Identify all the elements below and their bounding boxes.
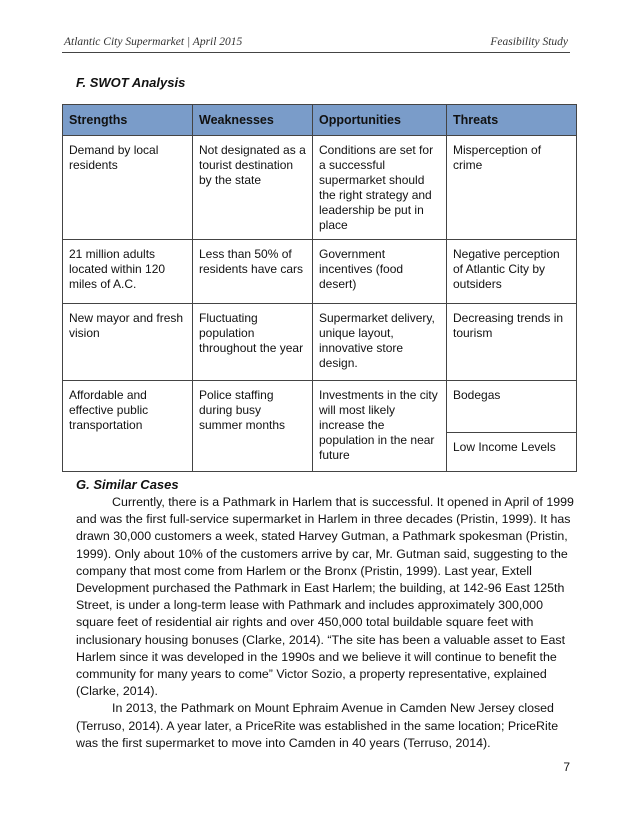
- table-cell: Low Income Levels: [447, 433, 577, 472]
- table-cell: Demand by local residents: [63, 136, 193, 240]
- column-header-weaknesses: Weaknesses: [193, 105, 313, 136]
- table-cell: Police staffing during busy summer months: [193, 381, 313, 472]
- similar-cases-title: G. Similar Cases: [76, 477, 179, 492]
- table-cell: Fluctuating population throughout the year: [193, 304, 313, 381]
- table-cell: Government incentives (food desert): [313, 240, 447, 304]
- similar-cases-body: [76, 494, 576, 752]
- header-right: Feasibility Study: [490, 36, 568, 48]
- table-cell: Conditions are set for a successful supermarket should the right strategy and leadership be put in place: [313, 136, 447, 240]
- table-cell: Misperception of crime: [447, 136, 577, 240]
- swot-table: [62, 104, 577, 472]
- table-header-row: [63, 105, 577, 136]
- table-row: [63, 240, 577, 304]
- column-header-strengths: Strengths: [63, 105, 193, 136]
- table-cell: Negative perception of Atlantic City by outsiders: [447, 240, 577, 304]
- page-number: 7: [563, 760, 570, 774]
- table-cell: Bodegas: [447, 381, 577, 433]
- swot-title: F. SWOT Analysis: [76, 75, 186, 90]
- table-row: [63, 381, 577, 433]
- column-header-threats: Threats: [447, 105, 577, 136]
- table-cell: Less than 50% of residents have cars: [193, 240, 313, 304]
- table-cell: Investments in the city will most likely increase the population in the near future: [313, 381, 447, 472]
- paragraph: In 2013, the Pathmark on Mount Ephraim Avenue in Camden New Jersey closed (Terruso, 2014). A year later, a PriceRite was established in the same location; PriceRite was the first supermarket to move into Camden in 40 years (Terruso, 2014).: [76, 701, 559, 750]
- table-cell: Supermarket delivery, unique layout, innovative store design.: [313, 304, 447, 381]
- header-left: Atlantic City Supermarket | April 2015: [64, 36, 243, 48]
- table-cell: New mayor and fresh vision: [63, 304, 193, 381]
- table-cell: Affordable and effective public transportation: [63, 381, 193, 472]
- paragraph: Currently, there is a Pathmark in Harlem that is successful. It opened in April of 1999 and was the first full-service supermarket in Harlem in three decades (Pristin, 1999). It has drawn 30,000 customers a week, stated Harvey Gutman, a Pathmark spokesman (Pristin, 1999). Only about 10% of the customers arrive by car, Mr. Gutman said, suggesting to the company that most come from Harlem or the Bronx (Pristin, 1999). Last year, Extell Development purchased the Pathmark in East Harlem; the building, at 142-96 East 125th Street, is under a long-term lease with Pathmark and includes approximately 300,000 square feet of residential air rights and over 450,000 total buildable square feet with inclusionary housing bonuses (Clarke, 2014). “The site has been a valuable asset to East Harlem since it was developed in the 1990s and we believe it will continue to benefit the community for many years to come” Victor Sozio, a property representative, explained (Clarke, 2014).: [76, 495, 574, 699]
- table-row: [63, 304, 577, 381]
- page-header: [62, 36, 570, 53]
- table-row: [63, 136, 577, 240]
- table-cell: Not designated as a tourist destination by the state: [193, 136, 313, 240]
- table-cell: Decreasing trends in tourism: [447, 304, 577, 381]
- column-header-opportunities: Opportunities: [313, 105, 447, 136]
- table-cell: 21 million adults located within 120 miles of A.C.: [63, 240, 193, 304]
